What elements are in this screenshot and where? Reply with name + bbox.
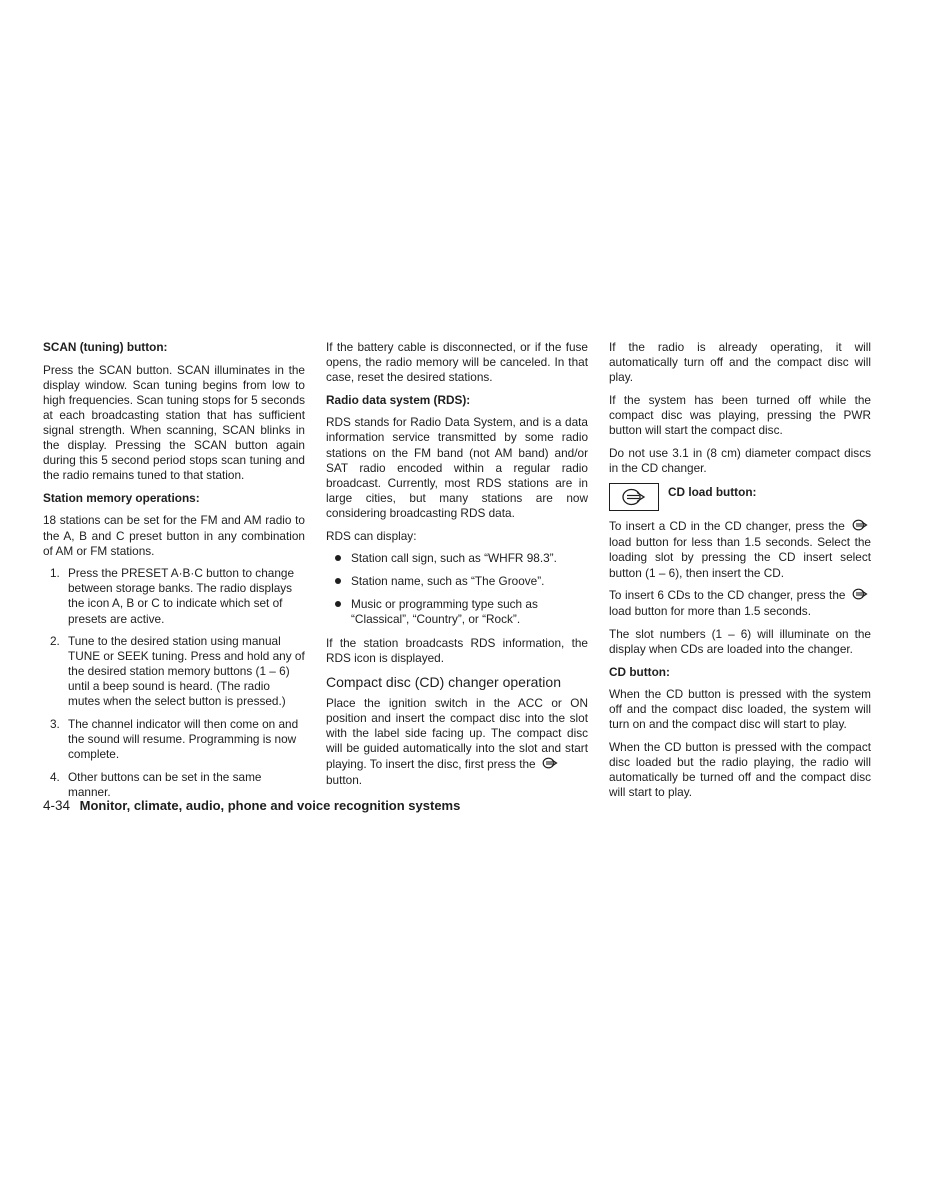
slot-paragraph: The slot numbers (1 – 6) will illuminate on the display when CDs are loaded into the changer. (609, 626, 871, 656)
rds-bullet-list (326, 551, 588, 627)
insert-six-text-a: To insert 6 CDs to the CD changer, press the (609, 588, 846, 603)
list-item (326, 597, 588, 627)
column-right (609, 340, 871, 808)
memory-steps (43, 566, 305, 800)
page-footer (43, 798, 460, 813)
bullet-dot-icon (335, 555, 341, 561)
bullet-text: Station call sign, such as “WHFR 98.3”. (351, 551, 557, 566)
step-number: 4. (50, 769, 60, 784)
step-number: 3. (50, 717, 60, 732)
rds-heading: Radio data system (RDS): (326, 392, 471, 407)
step-text: The channel indicator will then come on and the sound will resume. Programming is now complete. (68, 717, 299, 762)
page-number: 4-34 (43, 798, 71, 813)
step-item (43, 717, 305, 762)
memory-heading: Station memory operations: (43, 490, 200, 505)
cd-section-title: Compact disc (CD) changer operation (326, 674, 561, 691)
bullet-dot-icon (335, 578, 341, 584)
cd-load-icon (852, 588, 868, 604)
cd-button-paragraph-2: When the CD button is pressed with the compact disc loaded but the radio playing, the radio will automatically be turned off and the compact disc will start to play. (609, 739, 871, 800)
list-item (326, 574, 588, 589)
cd-load-heading: CD load button: (668, 485, 757, 500)
column-left (43, 340, 305, 808)
insert-six-paragraph (609, 588, 871, 619)
bullet-text: Station name, such as “The Groove”. (351, 574, 545, 589)
list-item (326, 551, 588, 566)
cd-load-icon (542, 757, 558, 773)
rds-icon-paragraph: If the station broadcasts RDS information, the RDS icon is displayed. (326, 635, 588, 665)
insert-six-text-b: load button for more than 1.5 seconds. (609, 604, 811, 619)
diameter-paragraph: Do not use 3.1 in (8 cm) diameter compact discs in the CD changer. (609, 445, 871, 475)
column-middle (326, 340, 588, 795)
cd-load-icon (852, 519, 868, 535)
insert-one-text-b: load button for less than 1.5 seconds. Select the loading slot by pressing the CD insert select button (1 – 6), then insert the CD. (609, 535, 871, 580)
step-text: Press the PRESET A·B·C button to change between storage banks. The radio displays the icon A, B or C to indicate which set of presets are active. (68, 566, 295, 626)
bullet-dot-icon (335, 601, 341, 607)
step-text: Tune to the desired station using manual TUNE or SEEK tuning. Press and hold any of the desired station memory buttons (1 – 6) until a beep sound is heard. (The radio mutes when the select button is pressed.) (68, 634, 305, 709)
cd-intro-text: Place the ignition switch in the ACC or ON position and insert the compact disc into the slot with the label side facing up. The compact disc will be guided automatically into the slot and start playing. To insert the disc, first press the (326, 696, 588, 771)
battery-paragraph: If the battery cable is disconnected, or if the fuse opens, the radio memory will be canceled. In that case, reset the desired stations. (326, 340, 588, 385)
cd-load-heading-row (609, 483, 871, 511)
chapter-title: Monitor, climate, audio, phone and voice recognition systems (79, 798, 461, 813)
turned-off-paragraph: If the system has been turned off while the compact disc was playing, pressing the PWR button will start the compact disc. (609, 392, 871, 437)
step-number: 2. (50, 634, 60, 649)
cd-button-paragraph-1: When the CD button is pressed with the system off and the compact disc loaded, the system will turn on and the compact disc will start to play. (609, 687, 871, 732)
step-item (43, 566, 305, 626)
bullet-text: Music or programming type such as “Classical”, “Country”, or “Rock”. (351, 597, 538, 627)
cd-button-heading: CD button: (609, 664, 670, 679)
memory-paragraph: 18 stations can be set for the FM and AM radio to the A, B and C preset button in any combination of AM or FM stations. (43, 513, 305, 558)
step-text: Other buttons can be set in the same manner. (68, 769, 262, 799)
cd-intro-end: button. (326, 772, 363, 787)
scan-heading: SCAN (tuning) button: (43, 340, 168, 354)
insert-one-text-a: To insert a CD in the CD changer, press the (609, 519, 845, 534)
step-item (43, 634, 305, 709)
scan-paragraph: Press the SCAN button. SCAN illuminates in the display window. Scan tuning begins from low to high frequencies. Scan tuning stops for 5 seconds at each broadcasting station that has sufficient signal strength. When scanning, SCAN blinks in the display. Pressing the SCAN button again during this 5 second period stops scan tuning and the radio remains tuned to that station. (43, 362, 305, 483)
cd-intro-paragraph (326, 696, 588, 788)
rds-display-intro: RDS can display: (326, 528, 417, 543)
cd-load-icon (609, 483, 659, 511)
operating-paragraph: If the radio is already operating, it will automatically turn off and the compact disc will play. (609, 340, 871, 385)
insert-one-paragraph (609, 519, 871, 580)
step-number: 1. (50, 566, 60, 581)
step-item (43, 770, 305, 800)
rds-paragraph: RDS stands for Radio Data System, and is a data information service transmitted by some radio stations on the FM band (not AM band) and/or SAT radio encoded within a regular radio broadcast. Currently, most RDS stations are in large cities, but many stations are now considering broadcasting RDS data. (326, 415, 588, 520)
